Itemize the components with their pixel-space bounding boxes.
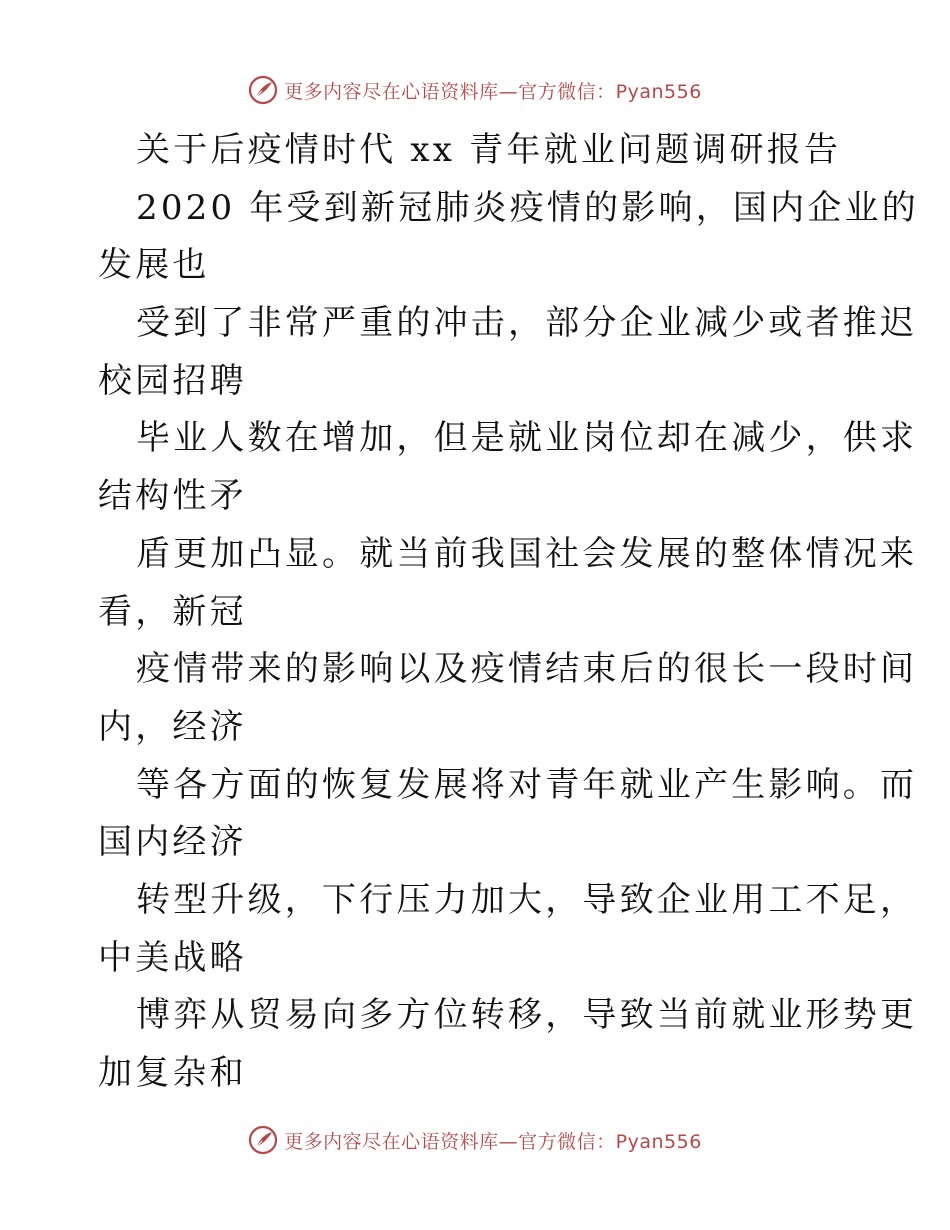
document-body xyxy=(98,122,919,1103)
paragraph-line: 校园招聘 xyxy=(98,360,247,401)
feather-pen-logo-icon xyxy=(248,1125,278,1155)
footer-banner xyxy=(0,1120,950,1160)
feather-pen-logo-icon xyxy=(248,75,278,105)
footer-banner-text: 更多内容尽在心语资料库—官方微信：Pyan556 xyxy=(284,1130,702,1153)
header-banner xyxy=(0,70,950,110)
paragraph-line: 盾更加凸显。就当前我国社会发展的整体情况来 xyxy=(136,533,918,574)
paragraph-line: 看，新冠 xyxy=(98,591,247,632)
document-title: 关于后疫情时代 xx 青年就业问题调研报告 xyxy=(136,130,842,170)
paragraph-line: 加复杂和 xyxy=(98,1053,247,1093)
paragraph-line: 等各方面的恢复发展将对青年就业产生影响。而 xyxy=(136,764,918,805)
paragraph-line: 受到了非常严重的冲击，部分企业减少或者推迟 xyxy=(136,303,918,344)
paragraph-line: 2020 年受到新冠肺炎疫情的影响，国内企业的 xyxy=(136,187,919,228)
paragraph-line: 结构性矛 xyxy=(98,476,247,517)
paragraph-line: 内，经济 xyxy=(98,706,247,747)
header-banner-text: 更多内容尽在心语资料库—官方微信：Pyan556 xyxy=(284,80,702,103)
paragraph-line: 国内经济 xyxy=(98,822,247,863)
paragraph-line: 博弈从贸易向多方位转移，导致当前就业形势更 xyxy=(136,995,918,1036)
paragraph-line: 发展也 xyxy=(98,245,210,286)
paragraph-line: 转型升级，下行压力加大，导致企业用工不足， xyxy=(136,879,918,920)
paragraph-line: 疫情带来的影响以及疫情结束后的很长一段时间 xyxy=(136,649,918,690)
paragraph-line: 毕业人数在增加，但是就业岗位却在减少，供求 xyxy=(136,418,918,459)
paragraph-line: 中美战略 xyxy=(98,937,247,978)
